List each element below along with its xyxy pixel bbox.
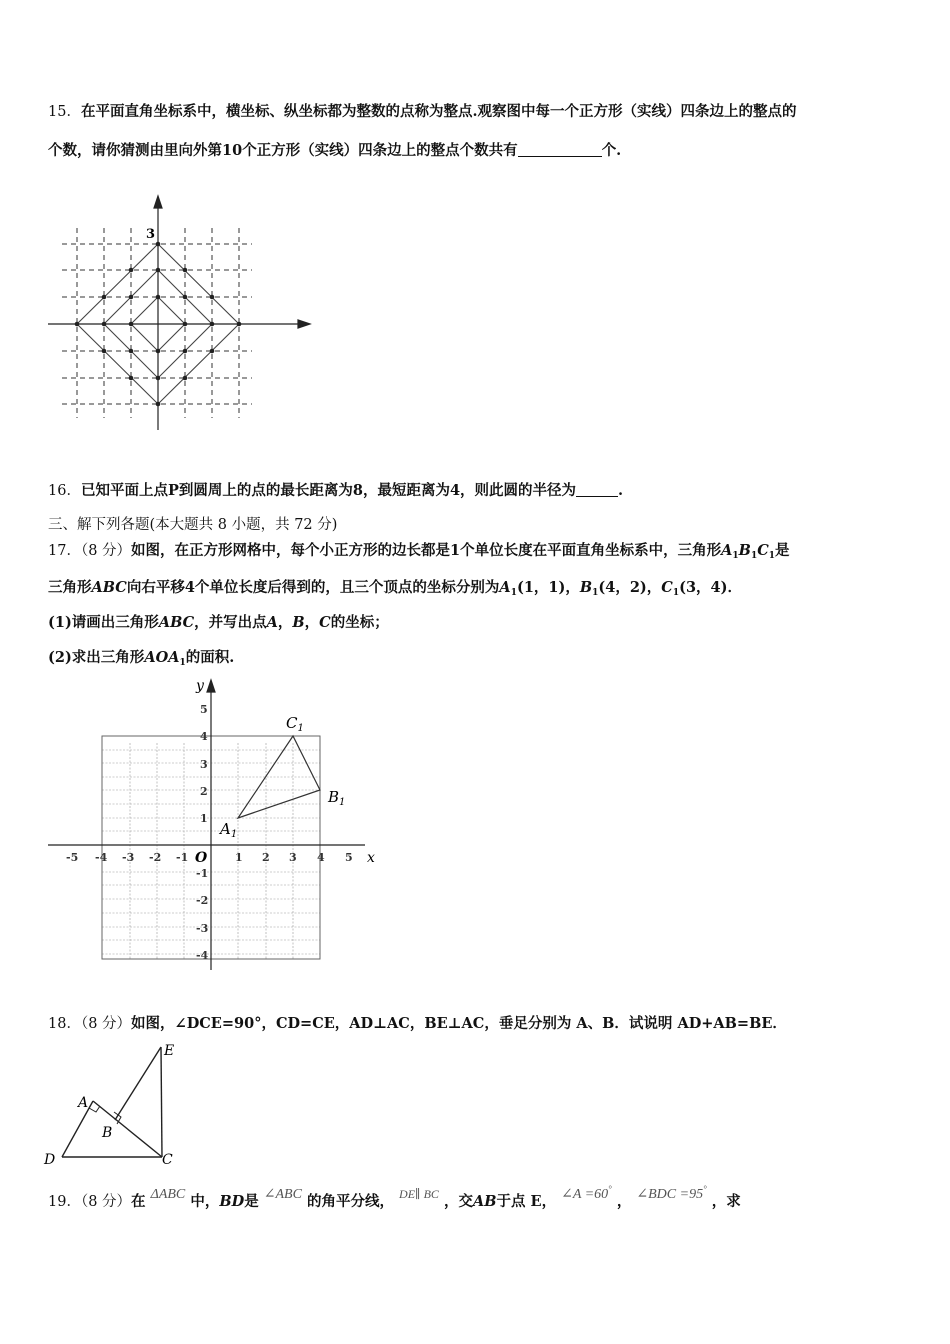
q17-line2: 三角形ABC向右平移4个单位长度后得到的，且三个顶点的坐标分别为$A_1(1$，1)，$B_1(4$，2)，$C_1(3$，4)． xyxy=(48,579,743,598)
x-tick--1: -1 xyxy=(176,851,189,864)
segment-EC xyxy=(161,1047,162,1157)
q18-figure xyxy=(40,1038,200,1168)
y-tick-3: 3 xyxy=(200,758,208,771)
x-tick-3: 3 xyxy=(289,851,297,864)
q17-y-tick-labels xyxy=(196,703,209,962)
q17-part2: (2)求出三角形$AOA_1$的面积. xyxy=(48,649,235,668)
right-angle-A xyxy=(89,1106,100,1112)
label-C: C xyxy=(162,1152,173,1168)
segment-BE xyxy=(115,1047,161,1120)
y-tick--4: -4 xyxy=(196,949,209,962)
x-tick--5: -5 xyxy=(66,851,79,864)
q15-axes xyxy=(48,196,310,430)
q18-line: 18．（8 分）如图，∠DCE=90°，CD=CE，AD⊥AC，BE⊥AC，垂足分别为 A、B．试说明 AD+AB=BE． xyxy=(48,1015,787,1032)
q16-answer-blank[interactable] xyxy=(576,482,618,497)
x-tick-1: 1 xyxy=(235,851,243,864)
q17-x-tick-labels xyxy=(66,851,353,864)
q15-figure xyxy=(40,190,320,440)
q16-line: 16．已知平面上点P到圆周上的点的最长距离为8，最短距离为4，则此圆的半径为 . xyxy=(48,482,624,499)
y-tick-2: 2 xyxy=(200,785,208,798)
label-E: E xyxy=(164,1043,175,1059)
x-axis-label: x xyxy=(367,850,375,866)
x-tick--2: -2 xyxy=(149,851,162,864)
q15-line1: 15．在平面直角坐标系中，横坐标、纵坐标都为整数的点称为整点.观察图中每一个正方形（实线）四条边上的整点的 xyxy=(48,103,797,120)
x-tick-4: 4 xyxy=(317,851,325,864)
origin-label: O xyxy=(195,850,208,866)
label-D: D xyxy=(44,1152,56,1168)
q15-dashed-grid xyxy=(62,228,252,418)
x-tick-2: 2 xyxy=(262,851,270,864)
label-B: B xyxy=(102,1125,113,1141)
label-C1: $C_1$ xyxy=(286,714,304,734)
label-A1: $A_1$ xyxy=(220,820,238,840)
x-tick--3: -3 xyxy=(122,851,135,864)
x-tick--4: -4 xyxy=(95,851,108,864)
q17-line1: 17．（8 分）如图，在正方形网格中，每个小正方形的边长都是1个单位长度在平面直角坐标系中，三角形$A_1B_1C_1$是 xyxy=(48,542,790,561)
y-tick-1: 1 xyxy=(200,812,208,825)
q15-answer-blank[interactable] xyxy=(518,142,602,157)
y-tick--3: -3 xyxy=(196,922,209,935)
label-B1: $B_1$ xyxy=(328,788,346,808)
q19-line: 19．（8 分）在 ΔABC 中，BD是 ∠ABC 的角平分线， $^{DE\parallel BC}$ ，交AB于点 E， ∠A =60° ， ∠BDC =95° ，求 xyxy=(48,1184,741,1210)
x-tick-5: 5 xyxy=(345,851,353,864)
y-tick-4: 4 xyxy=(200,730,208,743)
q15-axis-label-3: 3 xyxy=(146,227,156,242)
y-tick-5: 5 xyxy=(200,703,208,716)
section-3-title: 三、解下列各题(本大题共 8 小题，共 72 分) xyxy=(48,517,338,533)
q17-figure xyxy=(40,672,385,977)
y-tick--2: -2 xyxy=(196,894,209,907)
y-axis-label: y xyxy=(196,678,204,694)
y-tick--1: -1 xyxy=(196,867,209,880)
q15-line2: 个数，请你猜测由里向外第10个正方形（实线）四条边上的整点个数共有 个. xyxy=(48,142,622,159)
q17-part1: (1)请画出三角形ABC，并写出点A，B，C的坐标； xyxy=(48,614,389,631)
label-A: A xyxy=(78,1095,89,1111)
